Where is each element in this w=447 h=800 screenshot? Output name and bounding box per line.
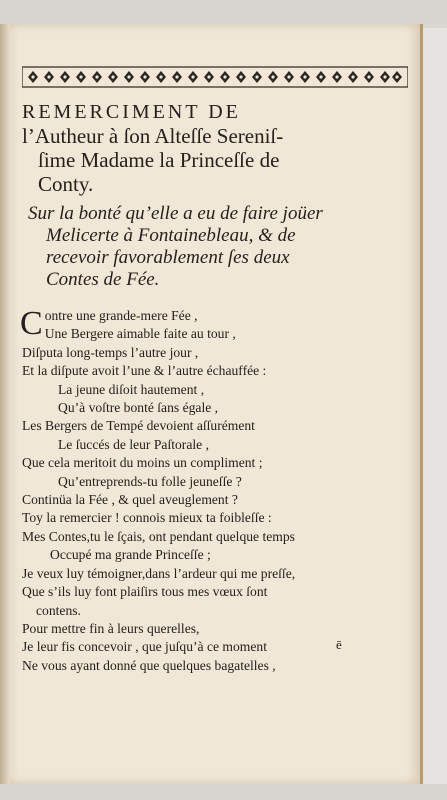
poem-line: ontre une grande-mere Fée , [44,308,198,323]
poem-line: Pour mettre fin à leurs querelles, [22,620,200,636]
poem-line: Et la diſpute avoit l’une & l’autre échauffée : [22,363,267,379]
poem-line: Mes Contes,tu le ſçais, ont pendant quelque temps [22,528,295,544]
title-line-2: l’Autheur à ſon Alteſſe Sereniſ- [22,124,284,148]
poem-body [22,307,412,675]
title-line-3: ſime Madame la Princeſſe de [38,148,280,172]
poem-line: Je veux luy témoigner,dans l’ardeur qui me preſſe, [22,565,296,581]
subtitle-line-4: Contes de Fée. [46,269,160,290]
title-line-4: Conty. [38,172,94,196]
drop-cap: C [20,305,43,342]
subtitle-line-2: Melicerte à Fontainebleau, & de [46,225,296,246]
poem-line: Continüa la Fée , & quel aveuglement ? [22,492,238,508]
subtitle-line-3: recevoir favorablement ſes deux [46,247,290,268]
poem-line: Les Bergers de Tempé devoient aſſurément [22,418,255,434]
poem-line: Qu’entreprends-tu folle jeuneſſe ? [58,473,242,489]
poem-line: La jeune diſoit hautement , [58,381,205,397]
poem-line: Toy la remercier ! connois mieux ta foibleſſe : [22,510,272,526]
poem-line: Que cela meritoit du moins un compliment ; [22,455,263,471]
poem-line: Une Bergere aimable faite au tour , [44,326,236,342]
poem-line: Occupé ma grande Princeſſe ; [50,547,211,563]
dedication-title [22,100,402,196]
poem-line: Ne vous ayant donné que quelques bagatelles , [22,657,276,673]
scan-background-bottom [0,784,447,800]
signature-mark: ē [336,637,342,652]
poem-line: Diſputa long-temps l’autre jour , [22,344,199,360]
title-line-1: REMERCIMENT DE [22,101,241,123]
poem-line: Qu’à voſtre bonté ſans égale , [58,400,219,416]
dedication-subtitle [28,203,403,291]
page-gutter [0,24,10,784]
subtitle-line-1: Sur la bonté qu’elle a eu de faire joüer [28,203,323,224]
ornamental-headpiece [22,66,408,88]
poem-line: contens. [36,602,81,618]
poem-line: Le ſuccés de leur Paſtorale , [58,436,209,452]
poem-line: Que s’ils luy font plaiſirs tous mes vœux ſont [22,584,268,600]
poem-line: Je leur fis concevoir , que juſqu’à ce moment [22,639,267,655]
